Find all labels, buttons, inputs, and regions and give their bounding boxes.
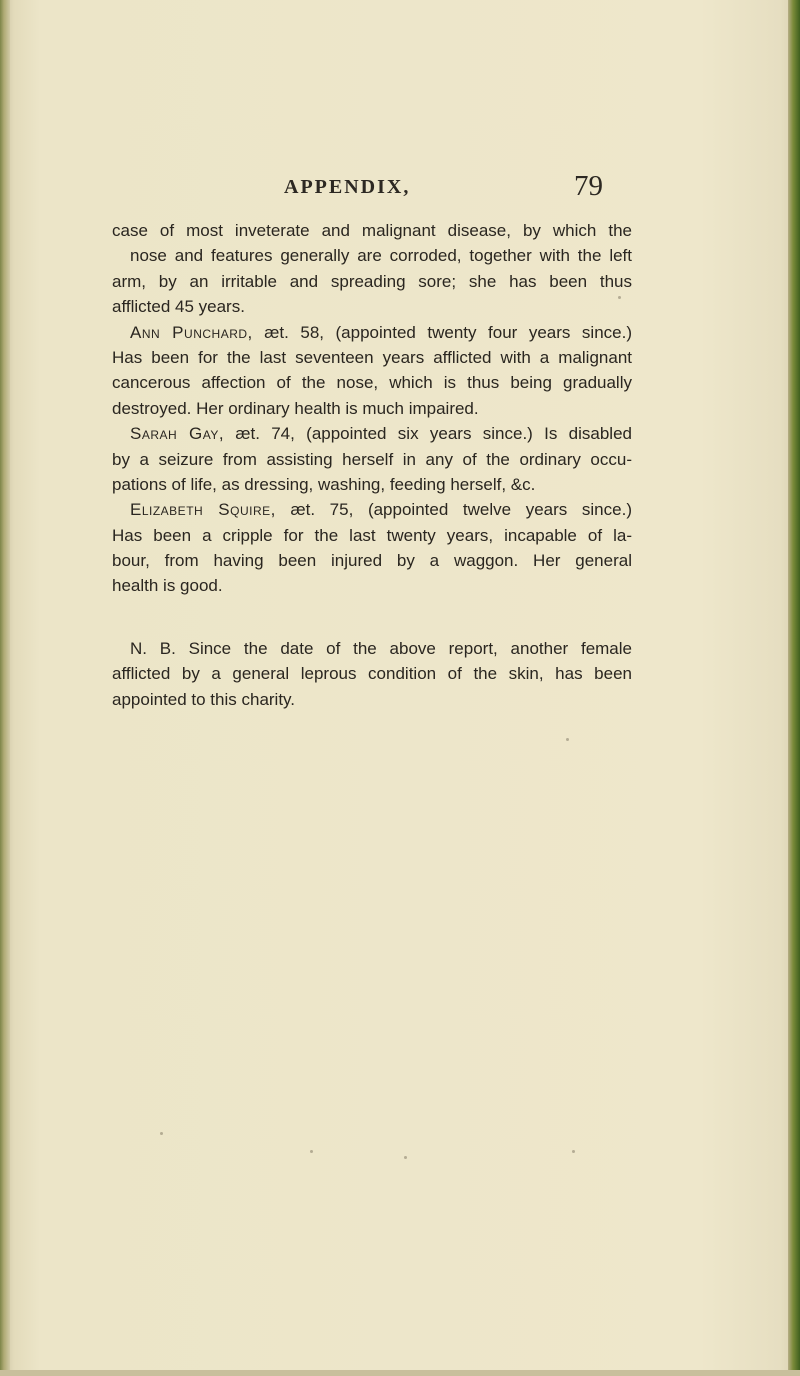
paper-speck <box>160 1132 163 1135</box>
paper-speck <box>566 738 569 741</box>
body-text <box>112 218 632 599</box>
text-line: destroyed. Her ordinary health is much impaired. <box>112 398 479 418</box>
entry-details: æt. 74, (appointed six years since.) Is disabled <box>235 424 632 444</box>
note-line: afflicted by a general leprous condition of the skin, has been <box>112 664 632 684</box>
text-line: bour, from having been injured by a waggon. Her general <box>112 551 632 571</box>
note-line: appointed to this charity. <box>112 689 296 709</box>
page-number: 79 <box>574 170 603 202</box>
text-line: by a seizure from assisting herself in any of the ordinary occu- <box>112 449 632 469</box>
text-line: pations of life, as dressing, washing, feeding herself, &c. <box>112 474 536 494</box>
entry-name: Elizabeth Squire, <box>130 500 276 520</box>
text-line: Has been for the last seventeen years afflicted with a malignant <box>112 347 632 367</box>
entry-details: æt. 75, (appointed twelve years since.) <box>290 500 632 520</box>
text-line: afflicted 45 years. <box>112 297 245 317</box>
paper-speck <box>310 1150 313 1153</box>
running-title: APPENDIX, <box>284 176 411 198</box>
text-line: cancerous affection of the nose, which is thus being gradually <box>112 373 632 393</box>
page-left-edge <box>0 0 10 1376</box>
paper-speck <box>618 296 621 299</box>
entry-name: Ann Punchard, <box>130 322 253 342</box>
page-header <box>0 170 800 206</box>
page-bottom-edge <box>0 1370 800 1376</box>
entry-name: Sarah Gay, <box>130 424 225 444</box>
paper-speck <box>572 1150 575 1153</box>
page-right-edge <box>788 0 800 1376</box>
nota-bene <box>112 636 632 712</box>
text-line: health is good. <box>112 576 223 596</box>
entry-line <box>112 497 632 522</box>
text-line: Has been a cripple for the last twenty years, incapable of la- <box>112 525 632 545</box>
paper-speck <box>404 1156 407 1159</box>
note-line: N. B. Since the date of the above report, another female <box>130 639 632 658</box>
text-line: nose and features generally are corroded, together with the left <box>130 246 632 266</box>
entry-line <box>112 421 632 446</box>
text-line: arm, by an irritable and spreading sore; she has been thus <box>112 271 632 291</box>
entry-details: æt. 58, (appointed twenty four years since.) <box>264 322 632 342</box>
entry-line <box>112 320 632 345</box>
text-line: case of most inveterate and malignant disease, by which the <box>112 221 632 240</box>
